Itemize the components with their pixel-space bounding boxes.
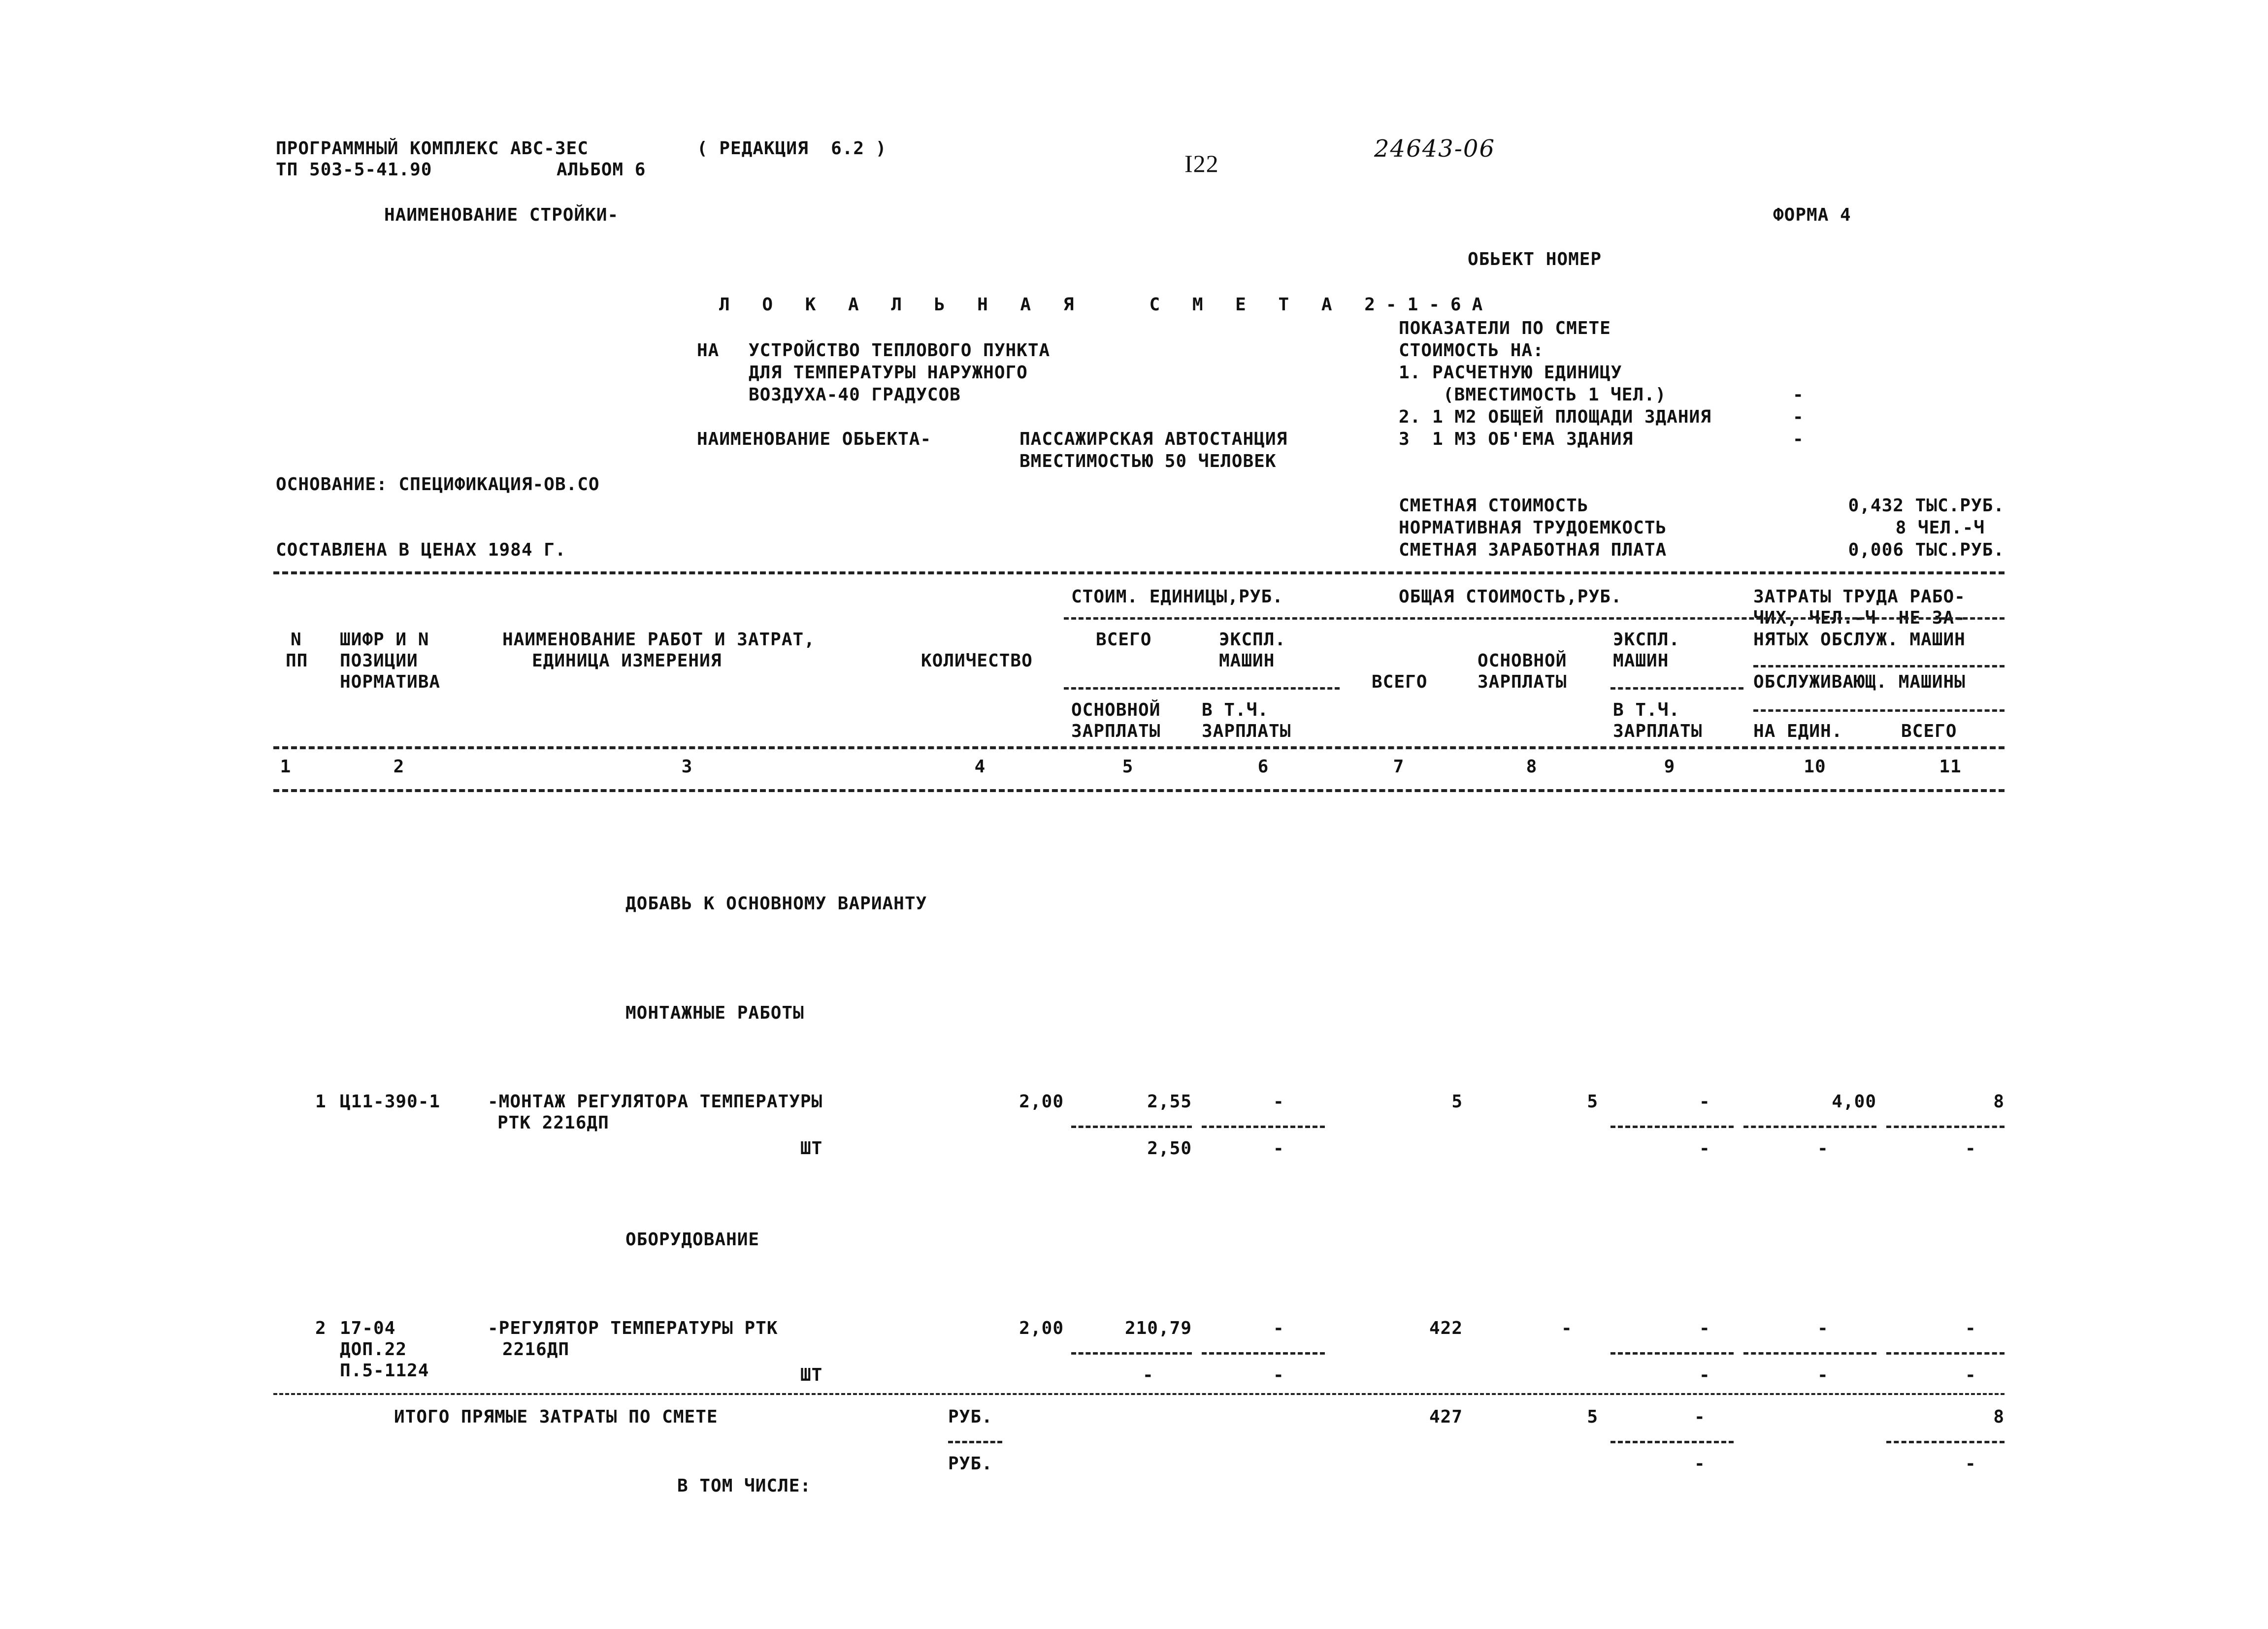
total-base-header-2: ЗАРПЛАТЫ	[1478, 672, 1567, 692]
row-1-labor-rule	[1886, 1126, 2005, 1128]
for-label: НА	[697, 340, 720, 361]
totals-label: ИТОГО ПРЯМЫЕ ЗАТРАТЫ ПО СМЕТЕ	[394, 1407, 718, 1427]
row-1-unit: ШТ	[800, 1138, 823, 1159]
row-2-qty: 2,00	[1019, 1318, 1064, 1338]
tp-code: ТП 503-5-41.90	[276, 160, 432, 180]
indicator-2-value: -	[1793, 407, 1804, 427]
row-2-name-2: 2216ДП	[502, 1339, 570, 1360]
for-line-1: УСТРОЙСТВО ТЕПЛОВОГО ПУНКТА	[749, 340, 1051, 361]
section-addition: ДОБАВЬ К ОСНОВНОМУ ВАРИАНТУ	[625, 894, 927, 914]
row-1-total-incl: -	[1699, 1138, 1710, 1159]
labor-intensity-label: НОРМАТИВНАЯ ТРУДОЕМКОСТЬ	[1399, 518, 1667, 538]
totals-expl-rule	[1611, 1441, 1734, 1443]
row-2-unit: ШТ	[800, 1365, 823, 1385]
unit-expl-header-2: МАШИН	[1219, 651, 1275, 671]
basis: ОСНОВАНИЕ: СПЕЦИФИКАЦИЯ-ОВ.СО	[276, 474, 600, 495]
header-inner-rule	[1611, 687, 1743, 690]
col-quantity: КОЛИЧЕСТВО	[921, 651, 1033, 671]
unit-cost-header: СТОИМ. ЕДИНИЦЫ,РУБ.	[1071, 587, 1283, 607]
totals-total: 427	[1429, 1407, 1463, 1427]
wage-label: СМЕТНАЯ ЗАРАБОТНАЯ ПЛАТА	[1399, 540, 1667, 560]
column-number: 8	[1526, 757, 1538, 777]
column-number: 7	[1393, 757, 1405, 777]
indicators-heading: ПОКАЗАТЕЛИ ПО СМЕТЕ	[1399, 318, 1611, 338]
page-number: I22	[1184, 150, 1219, 177]
row-2-total-incl: -	[1699, 1365, 1710, 1385]
indicator-3: 3 1 М3 ОБ'ЕМА ЗДАНИЯ	[1399, 429, 1634, 449]
row-1-unit-expl: -	[1273, 1092, 1284, 1112]
total-base-header-1: ОСНОВНОЙ	[1478, 651, 1567, 671]
labor-all-header: ВСЕГО	[1901, 721, 1957, 741]
document-title: Л О К А Л Ь Н А Я С М Е Т А 2-1-6А	[719, 295, 1494, 315]
program-name: ПРОГРАММНЫЙ КОМПЛЕКС АВС-3ЕС	[276, 138, 589, 159]
site-name-label: НАИМЕНОВАНИЕ СТРОЙКИ-	[384, 205, 619, 225]
column-number: 2	[393, 757, 405, 777]
row-1-code: Ц11-390-1	[340, 1092, 441, 1112]
row-2-labor-all-2: -	[1965, 1365, 1976, 1385]
totals-expl-2: -	[1694, 1454, 1706, 1474]
total-incl-header-2: ЗАРПЛАТЫ	[1613, 721, 1703, 741]
totals-labor-rule	[1886, 1441, 2005, 1443]
total-cost-header: ОБЩАЯ СТОИМОСТЬ,РУБ.	[1399, 587, 1622, 607]
unit-total-header: ВСЕГО	[1096, 630, 1152, 650]
col-num-pp: ПП	[286, 651, 308, 671]
row-2-name-1: -РЕГУЛЯТОР ТЕМПЕРАТУРЫ РТК	[488, 1318, 778, 1338]
totals-labor: 8	[1993, 1407, 2005, 1427]
totals-expl: -	[1694, 1407, 1706, 1427]
form-label: ФОРМА 4	[1773, 205, 1851, 225]
totals-labor-2: -	[1965, 1454, 1976, 1474]
indicator-1b: (ВМЕСТИМОСТЬ 1 ЧЕЛ.)	[1443, 385, 1667, 405]
cost-for-label: СТОИМОСТЬ НА:	[1399, 340, 1544, 361]
row-1-unit-rule	[1202, 1126, 1325, 1128]
row-2-labor-rule	[1886, 1352, 2005, 1355]
row-1-labor-all: 8	[1993, 1092, 2005, 1112]
column-number: 10	[1804, 757, 1826, 777]
totals-unit-2: РУБ.	[948, 1454, 993, 1474]
row-2-labor-all: -	[1965, 1318, 1976, 1338]
row-1-total-base: 5	[1587, 1092, 1598, 1112]
unit-incl-header-1: В Т.Ч.	[1202, 700, 1269, 720]
estimated-cost-value: 0,432 ТЫС.РУБ.	[1848, 496, 2005, 516]
row-1-total: 5	[1451, 1092, 1463, 1112]
object-name-label: НАИМЕНОВАНИЕ ОБЬЕКТА-	[697, 429, 932, 449]
header-inner-rule	[1064, 617, 2005, 620]
total-all-header: ВСЕГО	[1372, 672, 1428, 692]
row-2-labor-unit-2: -	[1817, 1365, 1829, 1385]
row-1-total-rule	[1611, 1126, 1734, 1128]
row-1-name-2: РТК 2216ДП	[497, 1113, 609, 1133]
object-name-line-2: ВМЕСТИМОСТЬЮ 50 ЧЕЛОВЕК	[1019, 451, 1277, 471]
row-1-unit-base: 2,50	[1147, 1138, 1192, 1159]
total-expl-header-2: МАШИН	[1613, 651, 1669, 671]
unit-incl-header-2: ЗАРПЛАТЫ	[1202, 721, 1291, 741]
indicator-1: 1. РАСЧЕТНУЮ ЕДИНИЦУ	[1399, 363, 1622, 383]
indicator-2: 2. 1 М2 ОБЩЕЙ ПЛОЩАДИ ЗДАНИЯ	[1399, 407, 1711, 427]
row-2-total-expl: -	[1699, 1318, 1710, 1338]
row-2-unit-rule	[1071, 1352, 1192, 1355]
row-2-unit-expl: -	[1273, 1318, 1284, 1338]
wage-value: 0,006 ТЫС.РУБ.	[1848, 540, 2005, 560]
labor-header-3: НЯТЫХ ОБСЛУЖ. МАШИН	[1753, 630, 1966, 650]
row-2-labor-rule	[1743, 1352, 1876, 1355]
totals-unit-rule	[948, 1441, 1002, 1443]
col-code-1: ШИФР И N	[340, 630, 429, 650]
row-2-total-base: -	[1561, 1318, 1573, 1338]
column-number: 3	[681, 757, 693, 777]
row-2-unit-incl: -	[1273, 1365, 1284, 1385]
row-1-unit-incl: -	[1273, 1138, 1284, 1159]
unit-expl-header-1: ЭКСПЛ.	[1219, 630, 1286, 650]
labor-intensity-value: 8 ЧЕЛ.-Ч	[1895, 518, 1985, 538]
header-inner-rule	[1753, 709, 2005, 712]
col-num-n: N	[291, 630, 302, 650]
section-installation: МОНТАЖНЫЕ РАБОТЫ	[625, 1003, 804, 1023]
row-1-name-1: -МОНТАЖ РЕГУЛЯТОРА ТЕМПЕРАТУРЫ	[488, 1092, 823, 1112]
row-2-code-3: П.5-1124	[340, 1361, 429, 1381]
unit-base-header-2: ЗАРПЛАТЫ	[1071, 721, 1161, 741]
header-inner-rule	[1753, 665, 2005, 667]
row-1-num: 1	[315, 1092, 327, 1112]
labor-header-2: ЧИХ, ЧЕЛ.-Ч НЕ ЗА-	[1753, 608, 1966, 628]
row-2-unit-rule	[1202, 1352, 1325, 1355]
row-1-total-expl: -	[1699, 1092, 1710, 1112]
including-label: В ТОМ ЧИСЛЕ:	[677, 1476, 812, 1496]
object-name-line-1: ПАССАЖИРСКАЯ АВТОСТАНЦИЯ	[1019, 429, 1288, 449]
row-2-total-rule	[1611, 1352, 1734, 1355]
labor-per-unit-header: НА ЕДИН.	[1753, 721, 1843, 741]
totals-base: 5	[1587, 1407, 1598, 1427]
labor-header-1: ЗАТРАТЫ ТРУДА РАБО-	[1753, 587, 1966, 607]
column-number: 11	[1939, 757, 1962, 777]
header-inner-rule	[1064, 687, 1340, 690]
estimated-cost-label: СМЕТНАЯ СТОИМОСТЬ	[1399, 496, 1589, 516]
col-name-1: НАИМЕНОВАНИЕ РАБОТ И ЗАТРАТ,	[502, 630, 815, 650]
totals-unit-1: РУБ.	[948, 1407, 993, 1427]
row-2-code-2: ДОП.22	[340, 1339, 407, 1360]
indicator-3-value: -	[1793, 429, 1804, 449]
for-line-3: ВОЗДУХА-40 ГРАДУСОВ	[749, 385, 961, 405]
row-2-unit-base: -	[1143, 1365, 1154, 1385]
for-line-2: ДЛЯ ТЕМПЕРАТУРЫ НАРУЖНОГО	[749, 363, 1028, 383]
column-number: 1	[280, 757, 292, 777]
column-number: 6	[1257, 757, 1269, 777]
price-level: СОСТАВЛЕНА В ЦЕНАХ 1984 Г.	[276, 540, 566, 560]
col-name-2: ЕДИНИЦА ИЗМЕРЕНИЯ	[532, 651, 722, 671]
total-expl-header-1: ЭКСПЛ.	[1613, 630, 1680, 650]
totals-rule	[273, 1393, 2005, 1395]
indicator-1-value: -	[1793, 385, 1804, 405]
row-1-qty: 2,00	[1019, 1092, 1064, 1112]
row-1-labor-unit-2: -	[1817, 1138, 1829, 1159]
row-1-labor-all-2: -	[1965, 1138, 1976, 1159]
row-1-unit-total: 2,55	[1147, 1092, 1192, 1112]
row-2-unit-total: 210,79	[1124, 1318, 1192, 1338]
document-code: 24643-06	[1374, 135, 1495, 163]
album: АЛЬБОМ 6	[557, 160, 646, 180]
row-1-unit-rule	[1071, 1126, 1192, 1128]
table-header-rule	[273, 746, 2005, 749]
column-number: 4	[974, 757, 986, 777]
table-header-bottom-rule	[273, 789, 2005, 792]
row-1-labor-rule	[1743, 1126, 1876, 1128]
col-code-3: НОРМАТИВА	[340, 672, 441, 692]
row-2-labor-unit: -	[1817, 1318, 1829, 1338]
labor-sub-header: ОБСЛУЖИВАЮЩ. МАШИНЫ	[1753, 672, 1966, 692]
total-incl-header-1: В Т.Ч.	[1613, 700, 1680, 720]
unit-base-header-1: ОСНОВНОЙ	[1071, 700, 1161, 720]
column-number: 5	[1122, 757, 1134, 777]
edition: ( РЕДАКЦИЯ 6.2 )	[697, 138, 887, 159]
col-code-2: ПОЗИЦИИ	[340, 651, 418, 671]
row-1-labor-unit: 4,00	[1832, 1092, 1876, 1112]
row-2-code-1: 17-04	[340, 1318, 396, 1338]
row-2-num: 2	[315, 1318, 327, 1338]
object-number-label: ОБЬЕКТ НОМЕР	[1468, 249, 1602, 269]
section-equipment: ОБОРУДОВАНИЕ	[625, 1230, 760, 1250]
table-top-rule	[273, 571, 2005, 574]
column-number: 9	[1664, 757, 1676, 777]
row-2-total: 422	[1429, 1318, 1463, 1338]
